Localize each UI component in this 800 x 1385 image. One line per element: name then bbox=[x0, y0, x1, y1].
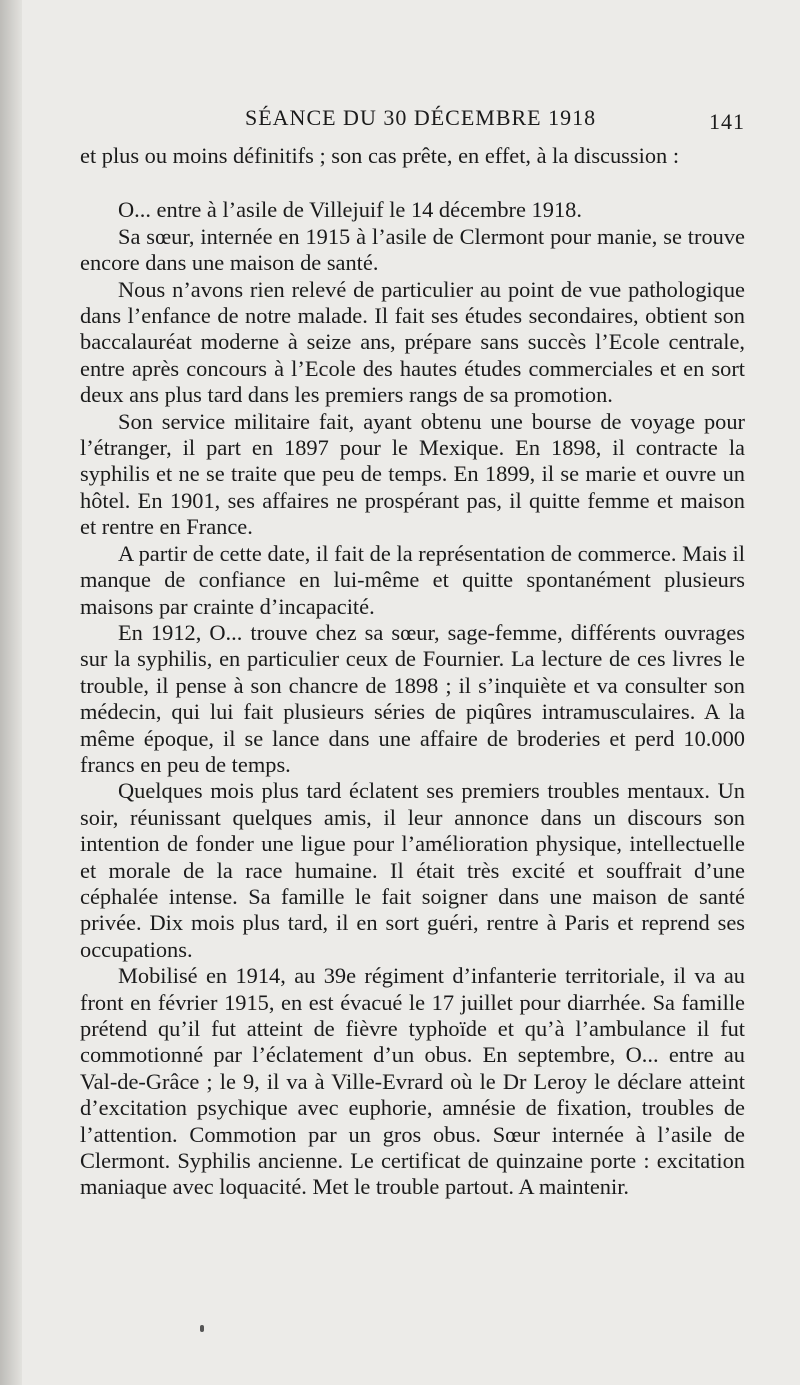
paragraph: Sa sœur, internée en 1915 à l’asile de Clermont pour manie, se trouve encore dans une maison de santé. bbox=[80, 223, 745, 276]
paragraph: Quelques mois plus tard éclatent ses premiers troubles mentaux. Un soir, réunissant quelques amis, il leur annonce dans un discours son intention de fonder une ligue pour l’amélioration physique, intellectuelle et morale de la race humaine. Il était très excité et souffrait d’une céphalée intense. Sa famille le fait soigner dans une maison de santé privée. Dix mois plus tard, il en sort guéri, rentre à Paris et reprend ses occupations. bbox=[80, 778, 745, 962]
paragraph: et plus ou moins définitifs ; son cas prête, en effet, à la discussion : bbox=[80, 143, 680, 168]
book-page bbox=[80, 105, 745, 1201]
paragraph: En 1912, O... trouve chez sa sœur, sage-femme, différents ouvrages sur la syphilis, en particulier ceux de Fournier. La lecture de ces livres le trouble, il pense à son chancre de 1898 ; il s’inquiète et va consulter son médecin, qui lui fait plusieurs séries de piqûres intramusculaires. A la même époque, il se lance dans une affaire de broderies et perd 10.000 francs en peu de temps. bbox=[80, 619, 745, 777]
paragraph: Mobilisé en 1914, au 39e régiment d’infanterie territoriale, il va au front en février 1915, en est évacué le 17 juillet pour diarrhée. Sa famille prétend qu’il fut atteint de fièvre typhoïde et qu’à l’ambulance il fut commotionné par l’éclatement d’un obus. En septembre, O... entre au Val-de-Grâce ; le 9, il va à Ville-Evrard où le Dr Leroy le déclare atteint d’excitation psychique avec euphorie, amnésie de fixation, troubles de l’attention. Commotion par un gros obus. Sœur internée à l’asile de Clermont. Syphilis ancienne. Le certificat de quinzaine porte : excitation maniaque avec loquacité. Met le trouble partout. A maintenir. bbox=[80, 963, 745, 1200]
page-header bbox=[80, 105, 745, 143]
page-number: 141 bbox=[709, 109, 745, 134]
running-title: SÉANCE DU 30 DÉCEMBRE 1918 bbox=[245, 105, 597, 130]
paragraph: Nous n’avons rien relevé de particulier au point de vue pathologique dans l’enfance de notre malade. Il fait ses études secondaires, obtient son baccalauréat moderne à seize ans, prépare sans succès l’Ecole centrale, entre après concours à l’Ecole des hautes études commerciales et en sort deux ans plus tard dans les premiers rangs de sa promotion. bbox=[80, 276, 745, 408]
scan-edge bbox=[0, 0, 22, 1385]
ink-speck bbox=[200, 1325, 204, 1332]
paragraph: O... entre à l’asile de Villejuif le 14 décembre 1918. bbox=[118, 197, 582, 223]
paragraph: A partir de cette date, il fait de la représentation de commerce. Mais il manque de confiance en lui-même et quitte spontanément plusieurs maisons par crainte d’incapacité. bbox=[80, 540, 745, 619]
body-text bbox=[80, 143, 745, 1201]
paragraph: Son service militaire fait, ayant obtenu une bourse de voyage pour l’étranger, il part en 1897 pour le Mexique. En 1898, il contracte la syphilis et ne se traite que peu de temps. En 1899, il se marie et ouvre un hôtel. En 1901, ses affaires ne prospérant pas, il quitte femme et maison et rentre en France. bbox=[80, 408, 745, 540]
